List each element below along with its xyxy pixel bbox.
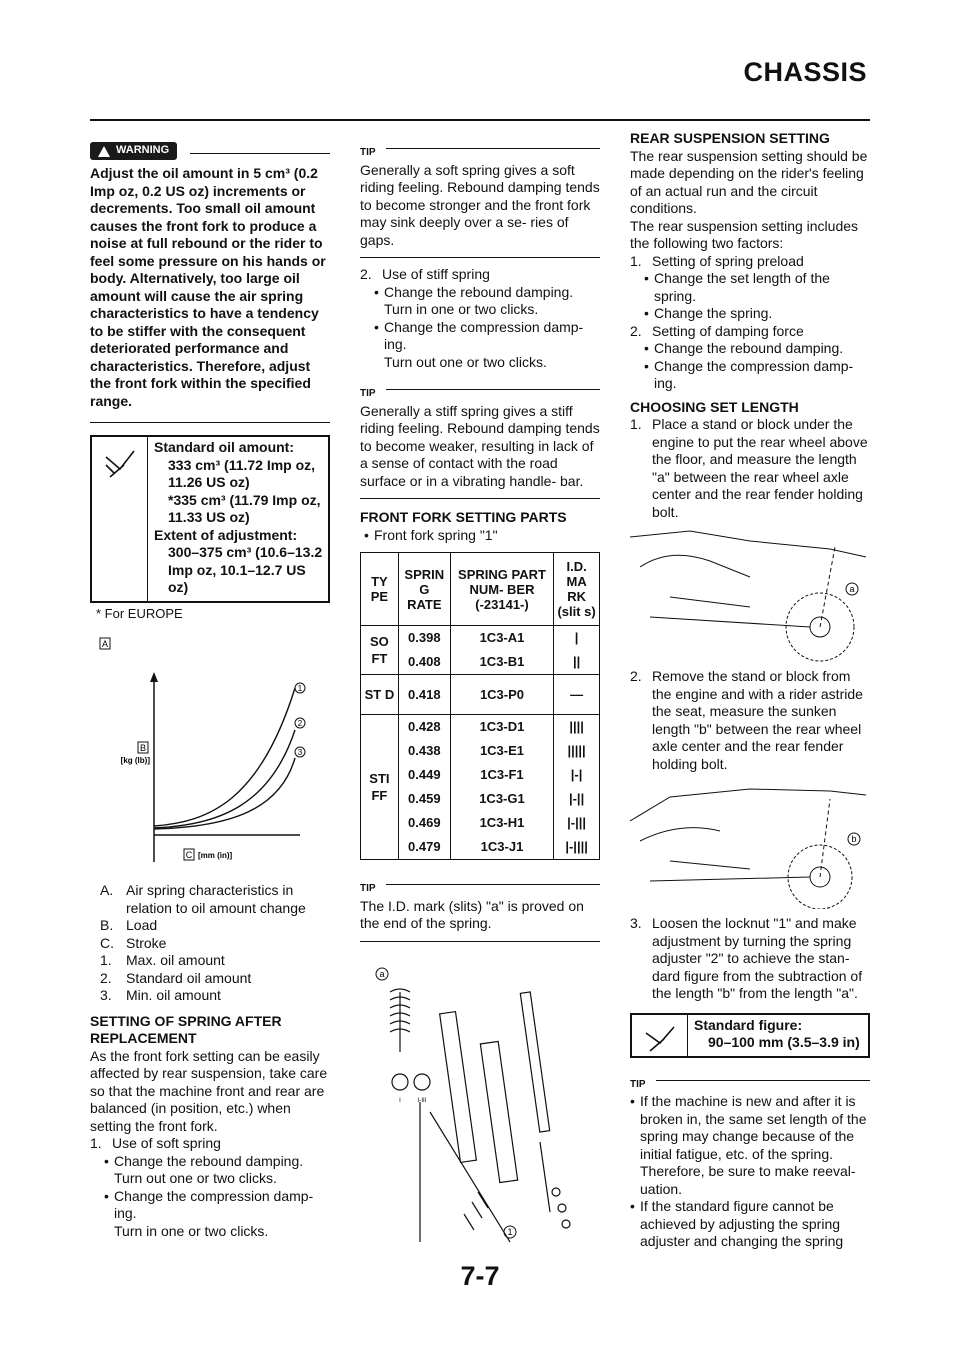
spring-parts-table	[360, 552, 600, 860]
callout-3: 3	[297, 748, 303, 757]
bullet-sub: Turn out one or two clicks.	[384, 353, 547, 370]
tip-text: The I.D. mark (slits) "a" is proved on the end of the spring.	[360, 897, 584, 931]
setting-text: As the front fork setting can be easily affected by rear suspension, take care so that the machine front and rear are balanced (in position, etc.) when setting the front fork.	[90, 1047, 328, 1134]
table-cell: 0.418	[398, 675, 450, 715]
header-mark: I.D. MA RK (slit s)	[554, 553, 600, 626]
fig-callout-b: b	[851, 834, 857, 844]
setting-heading: SETTING OF SPRING AFTER REPLACEMENT	[90, 1012, 282, 1046]
spec-line: 300–375 cm³ (10.6–13.2 Imp oz, 10.1–12.7 US oz)	[168, 544, 323, 595]
fig-callout-a: a	[849, 584, 855, 594]
tip-box: TIP • If the machine is new and after it is broken in, the same set length of the spring may change because of the initial fatigue, etc. of the spring. Therefore, be sure to make reeval- uation. • If the standard figure cannot be achieved by adjusting the spring adjuster and changing the spring	[630, 1062, 870, 1251]
warning-text: Adjust the oil amount in 5 cm³ (0.2 Imp oz, 0.2 US oz) increments or decrements. Too small oil amount causes the front fork to produce a noise at full rebound or the rider to feel some pressure on his hands or body. Alternatively, too large oil amount will cause the air spring characteristics to have a tendency to be stiffer with the consequent deteriorated performance and characteristics. Therefore, adjust the front fork within the specified range.	[90, 165, 326, 409]
table-cell: 0.459	[398, 787, 450, 811]
table-cell: |-|	[554, 763, 600, 787]
fork-mark-iii: I-III	[417, 1097, 427, 1104]
graph-unit-stroke: [mm (in)]	[198, 851, 233, 860]
table-cell: |-||||	[554, 835, 600, 860]
table-cell: 0.479	[398, 835, 450, 860]
wrench-icon	[92, 437, 148, 601]
stiff-spring-item: 2. Use of stiff spring	[360, 266, 490, 282]
rear-text: The rear suspension setting includes the following two factors:	[630, 217, 859, 251]
spec-line: 90–100 mm (3.5–3.9 in)	[708, 1034, 860, 1050]
spec-line: *335 cm³ (11.79 Imp oz, 11.33 US oz)	[168, 491, 321, 525]
table-cell: 1C3-E1	[450, 739, 553, 763]
bullet: • Change the spring.	[644, 305, 773, 321]
curve-min	[154, 758, 295, 829]
page-title: CHASSIS	[743, 57, 867, 87]
bike-figure-unloaded	[630, 527, 870, 662]
table-cell: 1C3-B1	[450, 650, 553, 675]
header-part: SPRING PART NUM- BER (-23141-)	[450, 553, 553, 626]
title-rule	[90, 119, 870, 121]
soft-spring-item: 1. Use of soft spring	[90, 1135, 221, 1151]
table-cell: |||||	[554, 739, 600, 763]
warning-triangle-icon	[98, 146, 110, 157]
bullet: • Change the rebound damping.	[644, 340, 844, 356]
graph-unit-load: [kg (lb)]	[120, 756, 150, 765]
table-cell: 1C3-G1	[450, 787, 553, 811]
table-cell: |	[554, 626, 600, 651]
factor-item: 1. Setting of spring preload	[630, 252, 804, 269]
parts-heading: FRONT FORK SETTING PARTS	[360, 509, 567, 525]
legend-item: A. Air spring characteristics in relation to oil amount change	[100, 882, 306, 916]
legend-item: B. Load	[100, 917, 158, 933]
table-cell: 1C3-J1	[450, 835, 553, 860]
front-fork-exploded-figure	[360, 952, 600, 1252]
legend-item: 2. Standard oil amount	[100, 969, 252, 986]
table-cell: |-||	[554, 787, 600, 811]
wrench-icon	[632, 1015, 688, 1056]
fork-callout-a: a	[379, 968, 385, 979]
table-header-row	[361, 553, 600, 626]
header-type: TY PE	[361, 553, 399, 626]
step-item: 3. Loosen the locknut "1" and make adjustment by turning the spring adjuster "2" to achieve the stan- dard figure from the subtraction of the length "b" from the length "a".	[630, 915, 863, 1001]
factor-item: 2. Setting of damping force	[630, 322, 804, 339]
graph-label-a: A	[101, 639, 109, 649]
table-cell: 1C3-D1	[450, 715, 553, 740]
bullet: • Change the compression damp- ing.	[644, 357, 854, 391]
table-cell: |-|||	[554, 811, 600, 835]
bullet: • Change the compression damp- ing.	[104, 1187, 314, 1221]
bullet: • Change the set length of the spring.	[644, 270, 830, 304]
bullet-sub: Turn in one or two clicks.	[384, 301, 539, 317]
bullet: • If the standard figure cannot be achieved by adjusting the spring adjuster and changing the spring	[630, 1198, 844, 1249]
curve-max	[154, 688, 295, 826]
callout-1: 1	[297, 684, 303, 693]
type-stiff: STI FF	[361, 715, 399, 860]
tip-box: TIP Generally a soft spring gives a soft riding feeling. Rebound damping tends to become stronger and the front fork may sink deeply over a se- ries of gaps.	[360, 130, 600, 258]
oil-amount-graph	[90, 630, 330, 870]
spec-line: Extent of adjustment:	[154, 526, 298, 543]
graph-y-arrow	[150, 672, 158, 682]
table-cell: 0.408	[398, 650, 450, 675]
oil-spec-box	[90, 435, 330, 603]
spec-line: Standard figure:	[694, 1016, 803, 1033]
table-cell: 0.428	[398, 715, 450, 740]
bullet: • Change the compression damp- ing.	[374, 318, 584, 352]
table-cell: 0.398	[398, 626, 450, 651]
page-number: 7-7	[460, 1261, 500, 1291]
for-europe-note: * For EUROPE	[96, 605, 183, 621]
table-cell: 1C3-F1	[450, 763, 553, 787]
bullet: • Change the rebound damping.	[374, 283, 574, 300]
spec-line: 333 cm³ (11.72 Imp oz, 11.26 US oz)	[168, 456, 316, 490]
bullet: • If the machine is new and after it is broken in, the same set length of the spring may change because of the initial fatigue, etc. of the spring. Therefore, be sure to make reeval- uation.	[630, 1093, 867, 1197]
spec-line: Standard oil amount:	[154, 439, 294, 455]
table-cell: 1C3-P0	[450, 675, 553, 715]
warning-box	[90, 130, 330, 423]
column-right	[630, 130, 870, 1251]
graph-legend	[90, 882, 330, 1005]
tip-text: Generally a stiff spring gives a stiff riding feeling. Rebound damping tends to become weaker, resulting in lack of a sense of contact with the road surface or in a vibrating handle- bar.	[360, 402, 600, 489]
choose-heading: CHOOSING SET LENGTH	[630, 398, 799, 415]
table-cell: —	[554, 675, 600, 715]
tip-box: TIP Generally a stiff spring gives a stiff riding feeling. Rebound damping tends to become weaker, resulting in lack of a sense of contact with the road surface or in a vibrating handle- bar.	[360, 371, 600, 499]
legend-item: 3. Min. oil amount	[100, 987, 221, 1003]
rear-text: The rear suspension setting should be made depending on the rider's feeling of an actual run and the circuit conditions.	[630, 147, 868, 216]
table-cell: 0.449	[398, 763, 450, 787]
curve-standard	[154, 730, 295, 828]
legend-item: 1. Max. oil amount	[100, 952, 225, 968]
bullet-sub: Turn in one or two clicks.	[114, 1222, 269, 1239]
callout-2: 2	[297, 719, 303, 728]
table-cell: 1C3-H1	[450, 811, 553, 835]
graph-label-b: B	[139, 743, 147, 753]
table-cell: ||	[554, 650, 600, 675]
rear-heading: REAR SUSPENSION SETTING	[630, 130, 830, 146]
warning-rule	[190, 153, 330, 154]
graph-label-c: C	[185, 850, 193, 860]
table-cell: 0.469	[398, 811, 450, 835]
table-cell: 0.438	[398, 739, 450, 763]
type-soft: SO FT	[361, 626, 399, 675]
bullet: • Change the rebound damping.	[104, 1152, 304, 1169]
step-item: 1. Place a stand or block under the engine to put the rear wheel above the floor, and measure the length "a" between the rear wheel axle center and the rear fender holding bolt.	[630, 416, 868, 520]
legend-item: C. Stroke	[100, 934, 167, 951]
standard-figure-box	[630, 1013, 870, 1058]
warning-badge: WARNING	[90, 142, 177, 160]
tip-box: TIP The I.D. mark (slits) "a" is proved on the end of the spring.	[360, 866, 600, 942]
warning-end-rule	[90, 422, 330, 423]
type-std: ST D	[361, 675, 399, 715]
bullet: • Front fork spring "1"	[364, 526, 498, 543]
table-cell: ||||	[554, 715, 600, 740]
bullet-sub: Turn out one or two clicks.	[114, 1170, 277, 1186]
fork-mark-i: I	[399, 1097, 401, 1104]
tip-text: Generally a soft spring gives a soft riding feeling. Rebound damping tends to become stronger and the front fork may sink deeply over a se- ries of gaps.	[360, 161, 600, 248]
header-rate: SPRIN G RATE	[398, 553, 450, 626]
column-left	[90, 130, 330, 1240]
fork-callout-1: 1	[507, 1226, 513, 1237]
step-item: 2. Remove the stand or block from the engine and with a rider astride the seat, measure the sunken length "b" between the rear wheel axle center and the rear fender holding bolt.	[630, 668, 863, 772]
column-middle	[360, 130, 600, 1252]
bike-figure-loaded	[630, 781, 870, 909]
table-cell: 1C3-A1	[450, 626, 553, 651]
